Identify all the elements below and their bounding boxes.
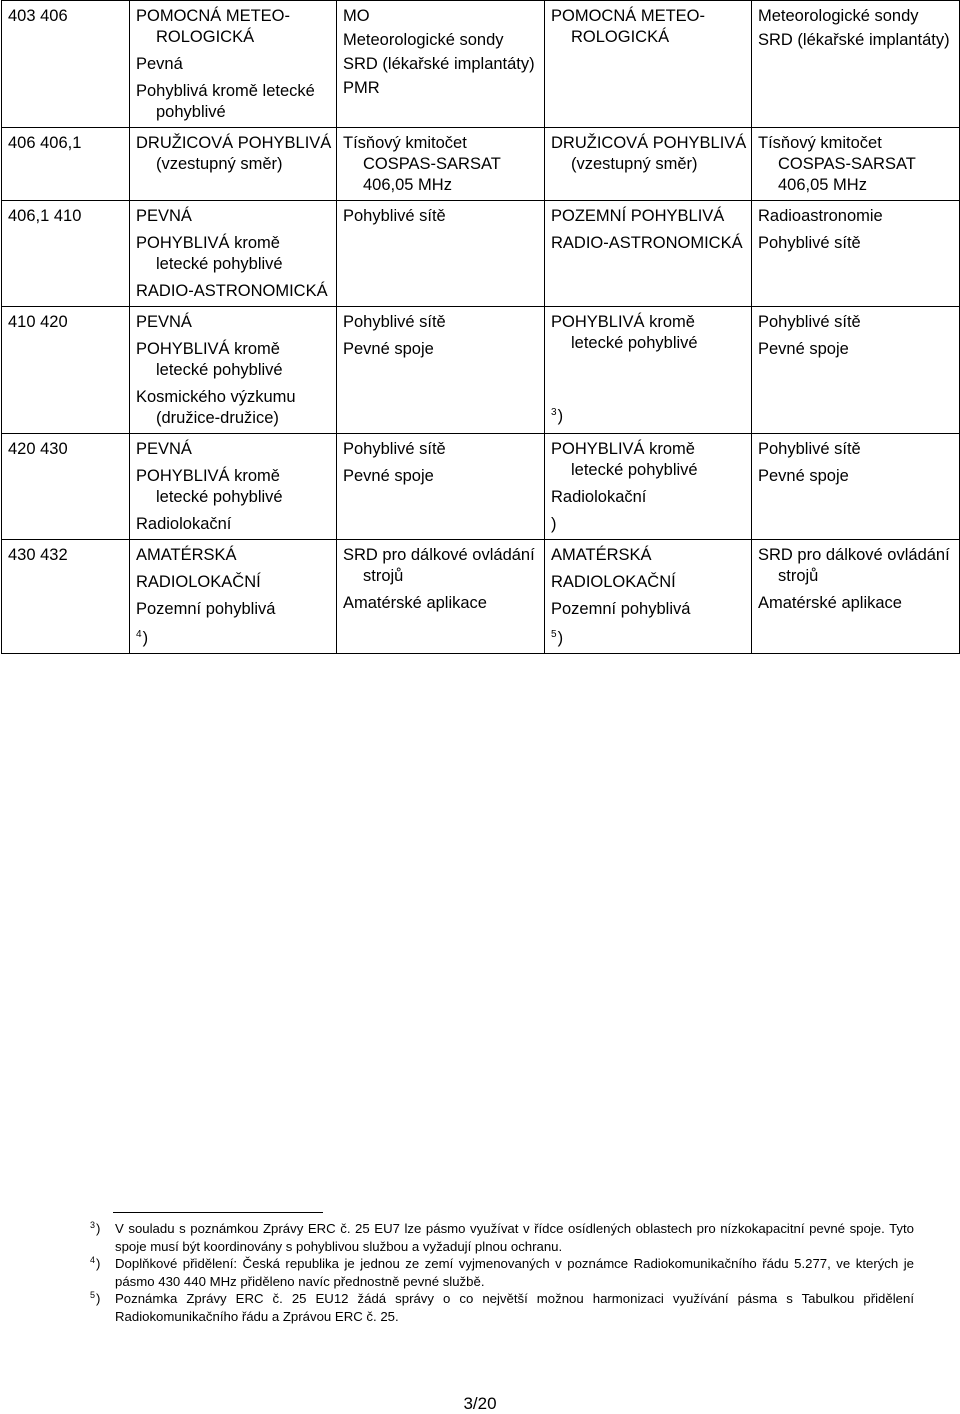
allocation-item: PEVNÁ: [136, 440, 192, 458]
allocation-item: POMOCNÁ METEO-ROLOGICKÁ: [136, 7, 291, 46]
footnote-reference: $^5$): [551, 629, 564, 647]
application-item: Tísňový kmitočet COSPAS-SARSAT 406,05 MHz: [758, 134, 916, 194]
cz-application-cell: [752, 201, 960, 307]
application-item: Pohyblivé sítě: [758, 440, 861, 458]
ec-allocation-cell: [130, 201, 337, 307]
application-item: Amatérské aplikace: [758, 594, 902, 612]
allocation-table: [1, 0, 960, 654]
allocation-item: DRUŽICOVÁ POHYBLIVÁ (vzestupný směr): [136, 134, 332, 173]
cz-allocation-cell: [545, 307, 752, 434]
allocation-item: DRUŽICOVÁ POHYBLIVÁ (vzestupný směr): [551, 134, 747, 173]
allocation-item: RADIO-ASTRONOMICKÁ: [136, 282, 328, 300]
allocation-item: Radiolokační: [551, 488, 647, 506]
allocation-item: POHYBLIVÁ kromě letecké pohyblivé: [551, 440, 698, 479]
frequency-range: 403 406: [2, 1, 130, 128]
allocation-item: RADIOLOKAČNÍ: [551, 573, 676, 591]
footnote: [90, 1220, 914, 1255]
allocation-item: PEVNÁ: [136, 207, 192, 225]
allocation-item: ): [551, 515, 557, 533]
cz-application-cell: [752, 307, 960, 434]
ec-allocation-cell: [130, 1, 337, 128]
footnote: [90, 1290, 914, 1325]
application-item: Pohyblivé sítě: [343, 313, 446, 331]
allocation-item: AMATÉRSKÁ: [551, 546, 652, 564]
cz-allocation-cell: [545, 128, 752, 201]
allocation-item: Radiolokační: [136, 515, 232, 533]
cz-application-cell: [752, 128, 960, 201]
application-item: Meteorologické sondy: [343, 31, 504, 49]
application-item: MO: [343, 7, 370, 25]
application-item: Pohyblivé sítě: [343, 440, 446, 458]
cz-application-cell: [752, 540, 960, 654]
allocation-item: Pohyblivá kromě letecké pohyblivé: [136, 82, 315, 121]
cz-allocation-cell: [545, 1, 752, 128]
cz-allocation-cell: [545, 201, 752, 307]
application-item: SRD pro dálkové ovládání strojů: [343, 546, 535, 585]
footnote-label: $^4$): [90, 1255, 101, 1271]
application-item: Pohyblivé sítě: [343, 207, 446, 225]
allocation-item: POHYBLIVÁ kromě letecké pohyblivé: [136, 467, 283, 506]
frequency-range: 406 406,1: [2, 128, 130, 201]
allocation-item: RADIO-ASTRONOMICKÁ: [551, 234, 743, 252]
table-row: [2, 1, 960, 128]
allocation-item: POZEMNÍ POHYBLIVÁ: [551, 207, 725, 225]
application-item: Pohyblivé sítě: [758, 313, 861, 331]
ec-application-cell: [337, 434, 545, 540]
application-item: SRD (lékařské implantáty): [343, 55, 535, 73]
footnote-reference: $^3$): [551, 407, 564, 425]
ec-application-cell: [337, 307, 545, 434]
page-number: 3/20: [463, 1394, 497, 1413]
ec-application-cell: [337, 540, 545, 654]
ec-allocation-cell: [130, 540, 337, 654]
ec-application-cell: [337, 128, 545, 201]
application-item: Amatérské aplikace: [343, 594, 487, 612]
footnote-number: 3: [551, 407, 557, 418]
application-item: Pevné spoje: [758, 340, 849, 358]
table-row: [2, 540, 960, 654]
ec-application-cell: [337, 201, 545, 307]
allocation-item: RADIOLOKAČNÍ: [136, 573, 261, 591]
footnote-label: $^3$): [90, 1220, 101, 1236]
footnote-text: V souladu s poznámkou Zprávy ERC č. 25 EU7 lze pásmo využívat v řídce osídlených oblastech pro nízkokapacitní pevné spoje. Tyto spoje musí být koordinovány s pohyblivou službou a vyžadují plnou ochranu.: [115, 1221, 914, 1254]
footnote-text: Poznámka Zprávy ERC č. 25 EU12 žádá správy o co největší možnou harmonizaci využívání pásma s Tabulkou přidělení Radiokomunikačního řádu a Zprávou ERC č. 25.: [115, 1291, 914, 1324]
application-item: SRD pro dálkové ovládání strojů: [758, 546, 950, 585]
cz-application-cell: [752, 434, 960, 540]
footnote-divider: [113, 1212, 323, 1213]
allocation-item: PEVNÁ: [136, 313, 192, 331]
footnote-number: 4: [136, 629, 142, 640]
ec-allocation-cell: [130, 307, 337, 434]
frequency-range: 410 420: [2, 307, 130, 434]
allocation-item: Pozemní pohyblivá: [551, 600, 691, 618]
ec-application-cell: [337, 1, 545, 128]
application-item: Tísňový kmitočet COSPAS-SARSAT 406,05 MHz: [343, 134, 501, 194]
application-item: Pevné spoje: [343, 467, 434, 485]
cz-allocation-cell: [545, 434, 752, 540]
application-item: Meteorologické sondy: [758, 7, 919, 25]
footnote-reference: $^4$): [136, 629, 149, 647]
table-row: [2, 307, 960, 434]
allocation-item: Kosmického výzkumu (družice-družice): [136, 388, 296, 427]
allocation-item: POMOCNÁ METEO-ROLOGICKÁ: [551, 7, 706, 46]
allocation-item: POHYBLIVÁ kromě letecké pohyblivé: [551, 313, 698, 352]
frequency-range: 406,1 410: [2, 201, 130, 307]
cz-allocation-cell: [545, 540, 752, 654]
allocation-item: AMATÉRSKÁ: [136, 546, 237, 564]
allocation-item: POHYBLIVÁ kromě letecké pohyblivé: [136, 234, 283, 273]
footnote: [90, 1255, 914, 1290]
cz-application-cell: [752, 1, 960, 128]
table-row: [2, 434, 960, 540]
application-item: PMR: [343, 79, 380, 97]
frequency-range: 430 432: [2, 540, 130, 654]
application-item: Radioastronomie: [758, 207, 883, 225]
footnote-number: 5: [551, 629, 557, 640]
application-item: Pohyblivé sítě: [758, 234, 861, 252]
footnote-label: $^5$): [90, 1290, 101, 1306]
ec-allocation-cell: [130, 128, 337, 201]
allocation-item: Pozemní pohyblivá: [136, 600, 276, 618]
application-item: Pevné spoje: [343, 340, 434, 358]
application-item: Pevné spoje: [758, 467, 849, 485]
footnote-text: Doplňkové přidělení: Česká republika je jednou ze zemí vyjmenovaných v poznámce Radiokomunikačního řádu 5.277, ve kterých je pásmo 430 440 MHz přiděleno navíc přednostně pevné službě.: [115, 1256, 914, 1289]
frequency-range: 420 430: [2, 434, 130, 540]
table-row: [2, 128, 960, 201]
table-row: [2, 201, 960, 307]
allocation-item: Pevná: [136, 55, 183, 73]
footnotes: [90, 1220, 914, 1325]
allocation-item: POHYBLIVÁ kromě letecké pohyblivé: [136, 340, 283, 379]
ec-allocation-cell: [130, 434, 337, 540]
application-item: SRD (lékařské implantáty): [758, 31, 950, 49]
